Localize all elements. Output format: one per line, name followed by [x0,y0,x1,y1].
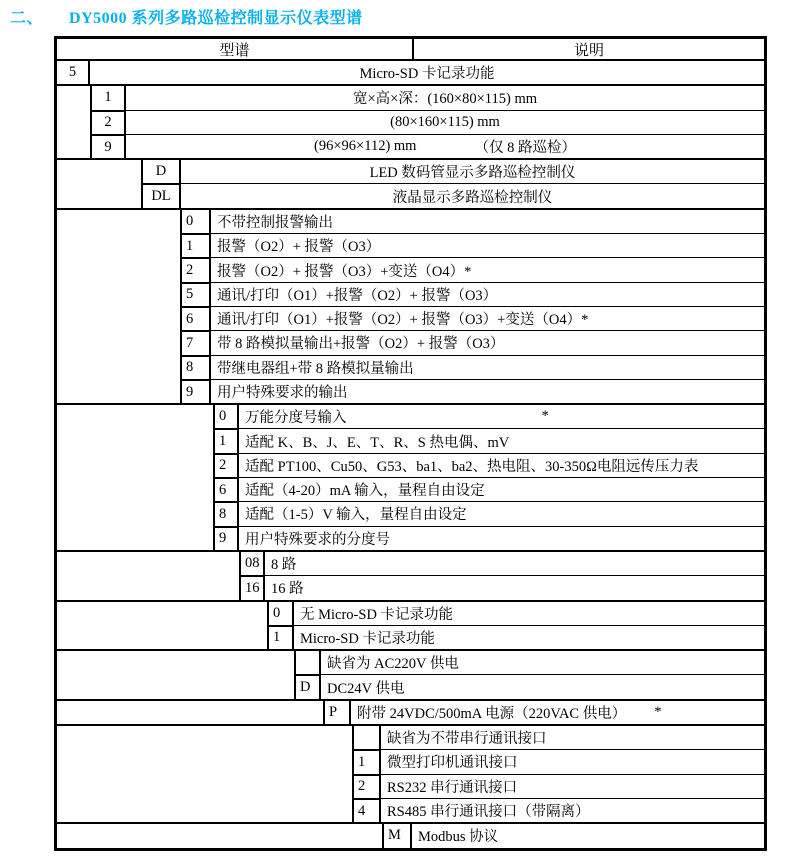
code-cell: 5 [57,61,90,84]
code-cell: 8 [180,356,211,379]
description-text: 不带控制报警输出 [217,214,333,231]
description-text: 液晶显示多路巡检控制仪 [392,189,553,206]
description-cell [412,824,764,847]
table-row [180,379,764,403]
page-title [0,0,788,36]
table-row [213,405,764,428]
description-cell [211,331,764,354]
description-cell [239,405,764,428]
code-cell: 7 [180,331,211,354]
table-row [352,798,764,822]
code-cell: 1 [352,750,381,773]
table-row [213,501,764,525]
description-cell [181,160,764,183]
code-cell: 6 [180,307,211,330]
description-cell [239,454,764,477]
description-text: 适配（1-5）V 输入，量程自由设定 [245,507,467,524]
code-cell: P [323,701,351,724]
description-cell [381,775,764,798]
code-cell: 1 [180,234,211,257]
blank-cell [57,824,382,847]
code-cell [294,651,321,674]
header-description-column: 说明 [573,42,604,59]
table-header-row [57,39,764,59]
description-cell [381,750,764,773]
description-cell [90,61,764,84]
section-index: 二、 [10,10,44,27]
description-text: 适配 PT100、Cu50、G53、ba1、ba2、热电阻、30-350Ω电阻远传压力表 [245,458,699,475]
code-cell: 0 [267,602,294,625]
table-row [180,330,764,354]
code-cell: 2 [90,111,126,134]
code-cell: 9 [180,380,211,403]
description-text: 带继电器组+带 8 路模拟量输出 [217,360,414,377]
description-cell [381,726,764,749]
blank-cell [57,160,141,208]
group-rows [90,86,764,158]
table-row [294,651,764,674]
description-text: 宽×高×深：(160×80×115) mm [352,91,537,108]
description-note: * [541,408,549,425]
group-rows [141,160,764,208]
table-row [267,625,764,649]
description-text: 微型打印机通讯接口 [387,755,518,772]
table-row [180,257,764,281]
description-text: LED 数码管显示多路巡检控制仪 [369,165,576,182]
description-cell [239,429,764,452]
description-text: 附带 24VDC/500mA 电源（220VAC 供电） [357,705,627,722]
table-row [352,774,764,798]
table-row [57,61,764,84]
blank-cell [57,602,267,650]
description-text: (96×96×112) mm [314,138,417,155]
code-cell: 4 [352,799,381,822]
header-model-column: 型谱 [57,39,414,59]
code-cell: 2 [352,775,381,798]
group-rows [382,824,764,847]
description-cell [294,626,764,649]
description-text: (80×160×115) mm [390,113,500,130]
blank-cell [57,405,213,550]
model-code-group-1 [57,84,764,158]
description-text: Micro-SD 卡记录功能 [300,630,435,647]
table-row [180,282,764,306]
description-cell [211,307,764,330]
table-row [90,134,764,158]
description-cell [211,258,764,281]
blank-cell [57,726,352,822]
model-code-group-9 [57,724,764,822]
group-rows [57,61,764,84]
code-cell: 1 [267,626,294,649]
table-row [180,233,764,257]
blank-cell [57,701,323,724]
table-row [213,453,764,477]
table-row [90,110,764,134]
code-cell: 6 [213,478,239,501]
description-cell [211,283,764,306]
description-text: 报警（O2）+ 报警（O3） [217,239,381,256]
model-code-group-8 [57,699,764,724]
code-cell: 8 [213,502,239,525]
model-code-group-3 [57,208,764,403]
table-row [180,306,764,330]
description-cell [126,86,764,109]
description-text: 万能分度号输入 [245,410,347,427]
code-cell: DL [141,184,181,207]
description-text: 带 8 路模拟量输出+报警（O2）+ 报警（O3） [217,336,505,353]
table-row [267,602,764,625]
description-cell [321,675,764,698]
code-cell: 5 [180,283,211,306]
table-row [213,428,764,452]
table-row [294,674,764,698]
group-rows [267,602,764,650]
group-rows [352,726,764,822]
description-text: 缺省为 AC220V 供电 [327,656,459,673]
section-title-text: DY5000 系列多路巡检控制显示仪表型谱 [69,10,363,27]
model-spec-table [54,36,767,851]
code-cell: 16 [239,576,265,599]
blank-cell [57,651,294,699]
model-code-group-2 [57,158,764,208]
table-row [180,210,764,233]
table-row [239,552,764,575]
code-cell: 1 [213,429,239,452]
table-row [90,86,764,109]
model-code-group-7 [57,649,764,699]
table-row [213,477,764,501]
description-cell [239,478,764,501]
description-text: 用户特殊要求的分度号 [245,531,390,548]
description-cell [211,380,764,403]
description-text: 8 路 [271,557,297,574]
description-text: 无 Micro-SD 卡记录功能 [300,606,454,623]
blank-cell [57,86,90,158]
description-text: 报警（O2）+ 报警（O3）+变送（O4）* [217,263,472,280]
table-row [382,824,764,847]
table-row [323,701,764,724]
description-text: Modbus 协议 [418,829,499,846]
description-cell [239,527,764,550]
model-code-group-5 [57,550,764,600]
group-rows [323,701,764,724]
group-rows [294,651,764,699]
table-row [213,526,764,550]
description-cell [211,210,764,233]
description-cell [265,552,764,575]
description-note: （仅 8 路巡检） [474,140,576,157]
blank-cell [57,552,239,600]
group-rows [213,405,764,550]
table-row [141,183,764,207]
code-cell: 0 [213,405,239,428]
description-cell [239,502,764,525]
description-note: * [654,703,662,720]
blank-cell [57,210,180,403]
description-text: DC24V 供电 [327,680,405,697]
description-text: RS485 串行通讯接口（带隔离） [387,804,590,821]
code-cell: 08 [239,552,265,575]
description-text: 用户特殊要求的输出 [217,385,348,401]
description-cell [181,184,764,207]
code-cell [352,726,381,749]
code-cell: M [382,824,412,847]
model-code-groups [57,59,764,848]
code-cell: D [294,675,321,698]
table-row [141,160,764,183]
description-text: 通讯/打印（O1）+报警（O2）+ 报警（O3）+变送（O4）* [217,312,589,329]
description-cell [265,576,764,599]
code-cell: 0 [180,210,211,233]
description-text: RS232 串行通讯接口 [387,779,518,796]
description-text: Micro-SD 卡记录功能 [359,66,495,83]
table-row [239,575,764,599]
model-code-group-6 [57,600,764,650]
table-row [352,749,764,773]
description-cell [321,651,764,674]
model-code-group-4 [57,403,764,550]
model-code-group-10 [57,822,764,847]
description-text: 16 路 [271,581,304,598]
description-cell [351,701,764,724]
description-cell [126,111,764,134]
code-cell: 9 [90,135,126,158]
description-text: 通讯/打印（O1）+报警（O2）+ 报警（O3） [217,287,498,304]
description-cell [211,356,764,379]
description-cell [211,234,764,257]
code-cell: 2 [213,454,239,477]
table-row [352,726,764,749]
description-text: 适配 K、B、J、E、T、R、S 热电偶、mV [245,434,510,451]
description-text: 缺省为不带串行通讯接口 [387,731,547,748]
code-cell: D [141,160,181,183]
group-rows [239,552,764,600]
code-cell: 9 [213,527,239,550]
group-rows [180,210,764,403]
description-cell [294,602,764,625]
description-cell [126,135,764,158]
description-text: 适配（4-20）mA 输入，量程自由设定 [245,483,485,500]
model-code-group-0 [57,59,764,84]
code-cell: 1 [90,86,126,109]
table-row [180,355,764,379]
code-cell: 2 [180,258,211,281]
description-cell [381,799,764,822]
